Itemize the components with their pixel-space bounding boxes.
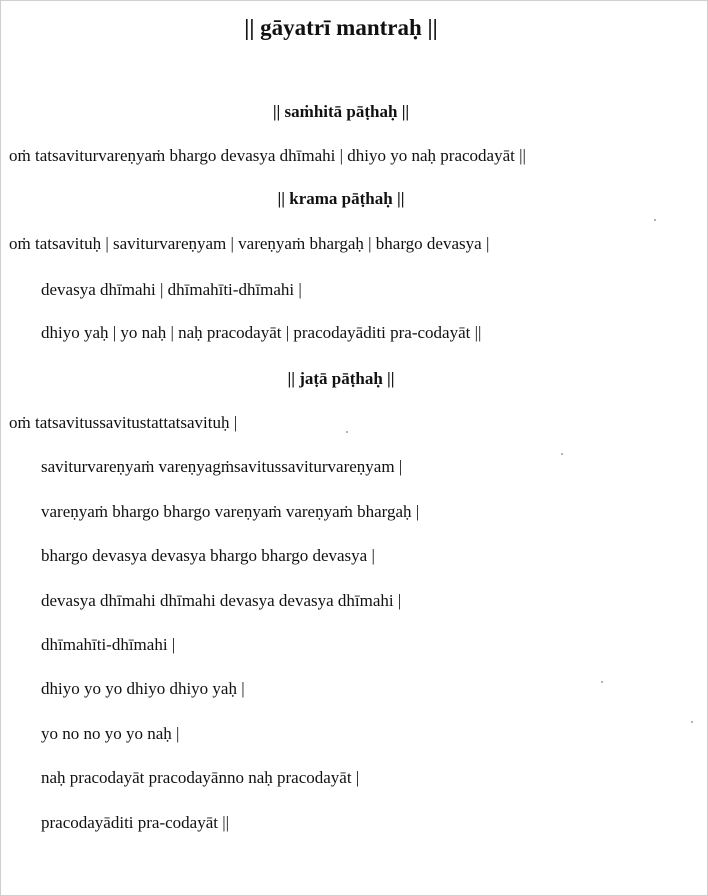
krama-line-2: devasya dhīmahi | dhīmahīti-dhīmahi | xyxy=(41,280,302,299)
jata-line-3: vareṇyaṁ bhargo bhargo vareṇyaṁ vareṇyaṁ bhargaḥ | xyxy=(41,502,420,521)
scan-speck xyxy=(601,681,603,683)
samhita-heading: || saṁhitā pāṭhaḥ || xyxy=(272,102,410,121)
scan-speck xyxy=(561,453,563,455)
jata-line-5: devasya dhīmahi dhīmahi devasya devasya dhīmahi | xyxy=(41,591,402,610)
krama-line-1: oṁ tatsavituḥ | saviturvareṇyam | vareṇyaṁ bhargaḥ | bhargo devasya | xyxy=(9,234,490,253)
scan-speck xyxy=(346,431,348,433)
scan-speck xyxy=(654,219,656,221)
jata-line-6: dhīmahīti-dhīmahi | xyxy=(41,635,176,654)
page-title: || gāyatrī mantraḥ || xyxy=(244,15,438,40)
krama-heading: || krama pāṭhaḥ || xyxy=(277,189,405,208)
scan-speck xyxy=(691,721,693,723)
jata-line-10: pracodayāditi pra-codayāt || xyxy=(41,813,230,832)
jata-line-8: yo no no yo yo naḥ | xyxy=(41,724,180,743)
jata-line-9: naḥ pracodayāt pracodayānno naḥ pracodayāt | xyxy=(41,768,360,787)
jata-line-1: oṁ tatsavitussavitustattatsavituḥ | xyxy=(9,413,238,432)
samhita-line-1: oṁ tatsaviturvareṇyaṁ bhargo devasya dhīmahi | dhiyo yo naḥ pracodayāt || xyxy=(9,146,526,165)
jata-line-4: bhargo devasya devasya bhargo bhargo devasya | xyxy=(41,546,375,565)
jata-line-2: saviturvareṇyaṁ vareṇyagṁsavitussaviturvareṇyam | xyxy=(41,457,403,476)
krama-line-3: dhiyo yaḥ | yo naḥ | naḥ pracodayāt | pracodayāditi pra-codayāt || xyxy=(41,323,482,342)
jata-heading: || jaṭā pāṭhaḥ || xyxy=(287,369,395,388)
jata-line-7: dhiyo yo yo dhiyo dhiyo yaḥ | xyxy=(41,679,245,698)
